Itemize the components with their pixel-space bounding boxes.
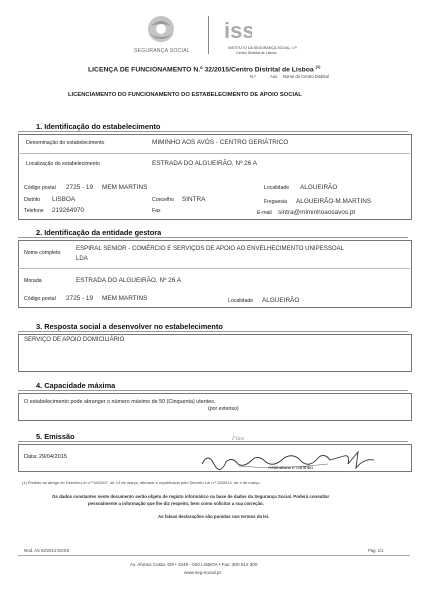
emissao-date-label: Data: (24, 454, 38, 460)
morada-label: Morada (24, 278, 42, 284)
section2-codigo-postal-label: Código postal (24, 296, 56, 302)
denominacao-label: Denominação do estabelecimento (26, 140, 105, 146)
nome-centro-label: Nome do Centro Distrital (283, 74, 329, 79)
fax-label: Fax (152, 208, 161, 214)
concelho-label: Concelho (152, 197, 174, 203)
section1-heading: 1. Identificação do estabelecimento (36, 122, 161, 131)
iss-logo (222, 16, 252, 44)
footer-address: Av. Afonso Costa, 6/8 • 1049 - 020 LISBOA • Fax: 300 512 300 (130, 562, 258, 567)
right-logo-text-2: Centro Distrital de Lisboa (236, 51, 277, 55)
email-label: E-mail (257, 210, 272, 216)
section2-codigo-postal-value: 2725 - 19 (66, 295, 94, 302)
capacidade-note: (por extenso) (208, 406, 239, 412)
footnote-3: As falsas declarações são punidas nos termos da lei. (158, 514, 270, 519)
localizacao-label: Localização do estabelecimento (26, 161, 100, 167)
section5-rule (18, 441, 408, 442)
footnote-2b: pessoalmente a informação que lhe diz respeito, bem como solicitar a sua correção. (88, 501, 264, 506)
localizacao-value: ESTRADA DO ALGUEIRÃO, Nº 26 A (152, 160, 257, 167)
mod-reference: Mod. AS 62/2014-DGSS (24, 548, 70, 553)
section2-localidade-label: Localidade (228, 298, 254, 304)
license-subtitle: LICENCIAMENTO DO FUNCIONAMENTO DO ESTABELECIMENTO DE APOIO SOCIAL (68, 92, 302, 98)
codigo-postal-place: MEM MARTINS (102, 184, 148, 191)
concelho-value: SINTRA (182, 196, 206, 203)
section2-divider (18, 268, 410, 269)
license-title-footnote: (1) (315, 64, 321, 69)
section1-divider (18, 153, 410, 154)
section2-rule (18, 237, 408, 238)
section5-heading: 5. Emissão (36, 432, 75, 441)
section2-codigo-postal-place: MEM MARTINS (102, 295, 148, 302)
distrito-label: Distrito (24, 197, 41, 203)
section3-rule (18, 331, 408, 332)
freguesia-value: ALGUEIRÃO-M.MARTINS (296, 198, 372, 205)
codigo-postal-value: 2725 - 19 (66, 184, 94, 191)
nome-completo-label: Nome completo (24, 250, 61, 256)
footer-rule (18, 555, 410, 556)
svg-text:iss: iss (224, 18, 252, 43)
resposta-social-value: SERVIÇO DE APOIO DOMICILIÁRIO (24, 337, 125, 343)
section4-heading: 4. Capacidade máxima (36, 381, 116, 390)
telefone-label: Telefone (24, 208, 44, 214)
localidade-value: ALGUEIRÃO (300, 184, 338, 191)
email-value: sintra@miminhoaosavos.pt (278, 209, 356, 216)
codigo-postal-label: Código postal (24, 185, 56, 191)
n-label: N.º (250, 74, 256, 79)
signature-caption: Assinatura e carimbo (268, 466, 314, 471)
distrito-value: LISBOA (52, 196, 76, 203)
morada-value: ESTRADA DO ALGUEIRÃO, Nº 26 A (76, 277, 181, 284)
logo-divider (208, 16, 209, 54)
left-logo-text: SEGURANÇA SOCIAL (134, 48, 190, 54)
telefone-value: 219264970 (52, 207, 84, 214)
localidade-label: Localidade (264, 185, 290, 191)
page-number: Pág. 1/1 (368, 548, 384, 553)
section1-rule (18, 131, 408, 132)
license-title-text: LICENÇA DE FUNCIONAMENTO N.º 32/2015/Centro Distrital de Lisboa (88, 66, 314, 74)
capacidade-text: O estabelecimento pode abranger o número máximo de 50 (Cinquenta) utentes. (24, 399, 216, 405)
section3-heading: 3. Resposta social a desenvolver no estabelecimento (36, 322, 223, 331)
emissao-date-value: 29/04/2015 (38, 454, 67, 460)
ano-label: Ano (270, 74, 278, 79)
nome-completo-value-2: LDA (76, 255, 88, 262)
license-title (88, 64, 320, 73)
emissao-date (24, 454, 67, 460)
section4-rule (18, 390, 408, 391)
right-logo-text-1: INSTITUTO DA SEGURANÇA SOCIAL, I.P. (228, 46, 298, 50)
footer-site: www.seg-social.pt (184, 570, 221, 575)
denominacao-value: MIMINHO AOS AVÓS - CENTRO GERIÁTRICO (152, 139, 289, 146)
freguesia-label: Freguesia (264, 199, 288, 205)
footnote-1: (1) Emitido ao abrigo do Decreto-Lei n.º 64/2007, de 14 de março, alterado e republicado pelo Decreto-Lei n.º 33/2014, de 4 de março. (22, 480, 261, 485)
nome-completo-value-1: ESPIRAL SENIOR - COMÉRCIO E SERVIÇOS DE APOIO AO ENVELHECIMENTO UNIPESSOAL (76, 245, 345, 252)
section2-heading: 2. Identificação da entidade gestora (36, 228, 162, 237)
section2-localidade-value: ALGUEIRÃO (262, 297, 300, 304)
stamp-text: Fitas (232, 436, 245, 442)
footnote-2a: Os dados constantes neste documento serão objeto de registo informático na base de dados da Segurança Social. Poderá consultar (52, 494, 330, 499)
